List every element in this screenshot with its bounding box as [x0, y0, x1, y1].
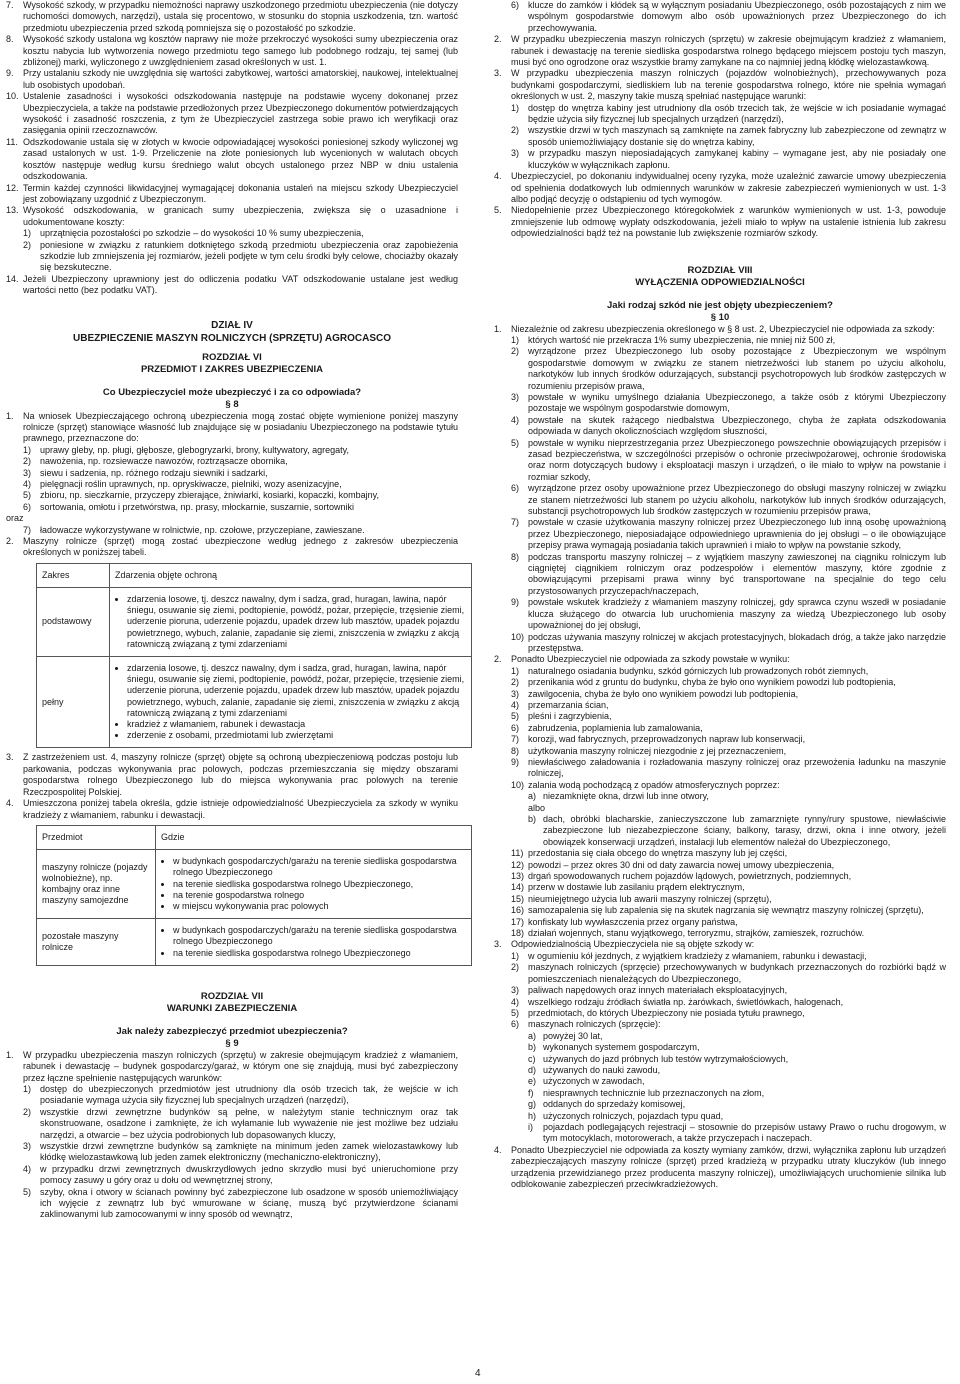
list-item: 18) działań wojennych, stanu wyjątkowego, terroryzmu, strajków, zamieszek, rozruchów.	[511, 928, 865, 939]
list-item: 7. Wysokość szkody, w przypadku niemożności naprawy uszkodzonego przedmiotu ubezpieczenia (nie dotyczy ruchomości domowych, narzędzi), ustala się procentowo, w stosunku do stopnia uszkodzenia, tzn. wartość przedmiotu ubezpieczenia przed szkodą pomniejsza się o pozostałość po szkodzie.	[6, 0, 458, 33]
list-item: c) używanych do jazd próbnych lub testów wytrzymałościowych,	[528, 1053, 789, 1064]
list-item: 2) wszystkie drzwi zewnętrzne budynków są pełne, w należytym stanie technicznym oraz tak skonstruowane, osadzone i zamknięte, że ich wyłamanie lub wyważenie nie jest możliwe bez udziału narzędzi, a otwarcie – bez użycia podrobionych lub dopasowanych kluczy,	[23, 1106, 458, 1140]
list-item: 12. Termin każdej czynności likwidacyjnej wymagającej dokonania ustaleń na miejscu szkody Ubezpieczyciel jest zobowiązany uzgodnić z Ubezpieczonym.	[6, 182, 458, 204]
list-item: 7) korozji, wad fabrycznych, przeprowadzonych napraw lub konserwacji,	[511, 734, 806, 745]
list-item: 3. W przypadku ubezpieczenia maszyn rolniczych (pojazdów wolnobieżnych), przechowywanych poza budynkami gospodarczymi, siedliskiem lub na terenie gospodarstwa rolnego, które nie spełnia wymagań określonych w ust. 2, maszyny takie muszą spełniać następujące warunki:	[494, 68, 946, 102]
list-item: 2) wyrządzone przez Ubezpieczonego lub osoby pozostające z Ubezpieczonym we wspólnym gospodarstwie domowym w związku ze stanem nietrzeźwości lub stanem po użyciu alkoholu, narkotyków lub innych środków odurzających, substancji psychotropowych lub środków zastępczych w rozumieniu przepisów prawa,	[511, 346, 946, 391]
list-item: d) używanych do nauki zawodu,	[528, 1064, 661, 1075]
list-item: 9. Przy ustalaniu szkody nie uwzględnia się wartości zabytkowej, wartości amatorskiej, naukowej, intelektualnej lub osobistych upodobań.	[6, 68, 458, 90]
list-item: 1) uprzątnięcia pozostałości po szkodzie – do wysokości 10 % sumy ubezpieczenia,	[23, 228, 364, 239]
list-item: 4) powstałe na skutek rażącego niedbalstwa Ubezpieczonego, chyba że zapłata odszkodowania odpowiada w danych okolicznościach względom słuszności,	[511, 414, 946, 437]
list-item: 2. Maszyny rolnicze (sprzęt) mogą zostać ubezpieczone według jednego z zakresów ubezpieczenia określonych w poniższej tabeli.	[6, 536, 458, 558]
list-item: 5) zbioru, np. sieczkarnie, przyczepy zbierające, żniwiarki, kosiarki, kopaczki, kombajny,	[23, 490, 379, 501]
list-item: • w miejscu wykonywania prac polowych	[173, 901, 466, 912]
list-item: b) dach, obróbki blacharskie, zanieczyszczone lub zamarznięte rynny/rury spustowe, niewłaściwie zabezpieczone lub niezabezpieczone ściany, balkony, tarasy, drzwi, okna i inne otwory, jeżeli obowiązek konserwacji urządzeń, instalacji lub elementów należał do Ubezpieczonego,	[528, 814, 946, 847]
list-item: 14. Jeżeli Ubezpieczony uprawniony jest do odliczenia podatku VAT odszkodowanie ustalane jest według wartości netto (bez podatku VAT).	[6, 273, 458, 296]
list-item: 10) podczas używania maszyny rolniczej w akcjach protestacyjnych, blokadach dróg, a także jako narzędzie przestępstwa.	[511, 631, 946, 653]
list-item: 4. Ubezpieczyciel, po dokonaniu indywidualnej oceny ryzyka, może uzależnić zawarcie umowy ubezpieczenia od spełnienia dodatkowych lub odmiennych warunków w zakresie zabezpieczeń wymienionych w ust. 1-3 albo podjąć decyzję o odstąpieniu od tych wymogów.	[494, 171, 946, 204]
table-cell	[110, 588, 472, 657]
list-item: • w budynkach gospodarczych/garażu na terenie siedliska gospodarstwa rolnego Ubezpieczonego	[173, 856, 466, 878]
table-cell: pozostałe maszyny rolnicze	[37, 919, 156, 966]
list-item: 3) siewu i sadzenia, np. różnego rodzaju siewniki i sadzarki,	[23, 467, 268, 478]
list-item: 2. W przypadku ubezpieczenia maszyn rolniczych (sprzętu) w zakresie obejmującym kradzież z włamaniem, rabunek i dewastację na terenie siedliska gospodarstwa rolnego będącego miejscem postoju tych maszyn, musi być ono ogrodzone oraz wszystkie bramy zamykane na co najmniej jedną kłódkę wielozastawkową.	[494, 34, 946, 68]
list-item: 9) powstałe wskutek kradzieży z włamaniem maszyny rolniczej, gdy sprawca czynu wszedł w posiadanie klucza służącego do otwarcia lub uruchomienia maszyny za wiedzą Ubezpieczonego lub osoby upoważnionej do jej obsługi,	[511, 597, 946, 631]
albo-text: albo	[528, 802, 546, 813]
table-row	[37, 919, 472, 966]
list-item: • na terenie siedliska gospodarstwa rolnego Ubezpieczonego	[173, 948, 466, 959]
list-item: 15) nieumiejętnego użycia lub awarii maszyny rolniczej (sprzętu),	[511, 893, 772, 904]
list-item: 1. Niezależnie od zakresu ubezpieczenia określonego w § 8 ust. 2, Ubezpieczyciel nie odpowiada za szkody:	[494, 323, 935, 334]
list-item: 11) przedostania się ciała obcego do wnętrza maszyny lub jej części,	[511, 848, 788, 859]
list-item: 13) drgań spowodowanych ruchem pojazdów lądowych, powietrznych, podziemnych,	[511, 871, 852, 882]
list-item: 1) w ogumieniu kół jezdnych, z wyjątkiem kradzieży z włamaniem, rabunku i dewastacji,	[511, 950, 867, 961]
list-item: 14) przerw w dostawie lub zasilaniu prądem elektrycznym,	[511, 882, 745, 893]
list-item: 5) przedmiotach, do których Ubezpieczony nie posiada tytułu prawnego,	[511, 1007, 805, 1018]
list-item: a) niezamknięte okna, drzwi lub inne otwory,	[528, 791, 709, 802]
paragraph-8: § 8	[225, 398, 239, 410]
table-cell: podstawowy	[37, 588, 110, 657]
list-item: 4) pielęgnacji roślin uprawnych, np. opryskiwacze, pielniki, wozy asenizacyjne,	[23, 479, 342, 489]
list-item: 16) samozapalenia się lub zapalenia się na skutek nagrzania się wewnątrz maszyny rolniczej (sprzętu),	[511, 905, 924, 916]
part-name: UBEZPIECZENIE MASZYN ROLNICZYCH (SPRZĘTU) AGROCASCO	[73, 332, 391, 344]
list-item: • kradzież z włamaniem, rabunek i dewastacja	[127, 719, 466, 730]
list-item: 3) w przypadku maszyn nieposiadających zamykanej kabiny – wymagane jest, aby nie posiadały one kluczyków w wyłącznikach zapłonu.	[511, 148, 946, 170]
list-item: • na terenie gospodarstwa rolnego	[173, 890, 466, 901]
list-item: 2. Ponadto Ubezpieczyciel nie odpowiada za szkody powstałe w wyniku:	[494, 654, 790, 665]
list-item: 3) zawilgocenia, chyba że było ono wynikiem powodzi lub podtopienia,	[511, 688, 799, 699]
list-item: 1) dostęp do wnętrza kabiny jest utrudniony dla osób trzecich tak, że wejście w ich posiadanie wymagać będzie użycia siły fizycznej lub specjalnych urządzeń (narzędzi),	[511, 102, 946, 125]
table-header: Gdzie	[156, 825, 472, 849]
list-item: 2) maszynach rolniczych (sprzęcie) przechowywanych w budynkach przeznaczonych do rozbiórki bądź w pomieszczeniach nienależących do Ubezpieczonego,	[511, 962, 946, 984]
table-cell: pełny	[37, 657, 110, 748]
left-column	[6, 0, 465, 1221]
list-item: • w budynkach gospodarczych/garażu na terenie siedliska gospodarstwa rolnego Ubezpieczonego	[173, 925, 466, 947]
paragraph-9: § 9	[225, 1037, 239, 1049]
list-item: 1) których wartość nie przekracza 1% sumy ubezpieczenia, nie mniej niż 500 zł,	[511, 334, 836, 345]
list-item: 4) przemarzania ścian,	[511, 699, 609, 710]
chapter-vi-name: PRZEDMIOT I ZAKRES UBEZPIECZENIA	[140, 363, 324, 375]
list-item: 2) wszystkie drzwi w tych maszynach są zamknięte na zamek fabryczny lub zabezpieczone od zewnątrz w sposób uniemożliwiający dostanie się do wnętrza kabiny,	[511, 125, 946, 147]
list-item: 2) przenikania wód z gruntu do budynku, chyba że było ono wynikiem powodzi lub podtopienia,	[511, 677, 896, 688]
chapter-viii-title: ROZDZIAŁ VIII	[687, 264, 753, 276]
list-item: 10) zalania wodą pochodzącą z opadów atmosferycznych poprzez:	[511, 779, 780, 790]
list-item: 4. Umieszczona poniżej tabela określa, gdzie istnieje odpowiedzialność Ubezpieczyciela za szkody w wyniku kradzieży z włamaniem, rabunku i dewastacji.	[6, 798, 458, 820]
table-cell	[110, 657, 472, 748]
chapter-viii-name: WYŁĄCZENIA ODPOWIEDZIALNOŚCI	[635, 276, 805, 288]
chapter-vi-title: ROZDZIAŁ VI	[202, 351, 262, 363]
list-item: 3) wszystkie drzwi zewnętrzne budynków są zamknięte na minimum jeden zamek wielozastawkowy lub kłódkę wielozastawkową lub jeden zamek elektroniczny (mechaniczno-elektroniczny),	[23, 1141, 458, 1163]
list-item: 3) paliwach napędowych oraz innych materiałach eksploatacyjnych,	[511, 985, 788, 996]
list-item: 5) powstałe w wyniku nieprzestrzegania przez Ubezpieczonego powszechnie obowiązujących przepisów i zasad bezpieczeństwa, w szczególności przepisów o ochronie przeciwpożarowej, ochronie środowiska oraz norm dotyczących budowy i eksploatacji maszyn i urządzeń, o ile miało to wpływ na powstanie i rozmiar szkody,	[511, 437, 946, 482]
list-item: 3. Odpowiedzialnością Ubezpieczyciela nie są objęte szkody w:	[494, 939, 755, 950]
list-item: 6) sortowania, omłotu i przetwórstwa, np. prasy, młockarnie, suszarnie, sortowniki	[23, 501, 354, 512]
table-header: Przedmiot	[37, 825, 156, 849]
location-table	[36, 825, 472, 966]
list-item: 7) ładowacze wykorzystywane w rolnictwie, np. czołowe, przyczepiane, zawieszane.	[23, 524, 365, 535]
list-item: 7) powstałe w czasie użytkowania maszyny rolniczej przez Ubezpieczonego lub inną osobę upoważnioną przez Ubezpieczonego, nieposiadające odpowiedniego uprawnienia do jej obsługi – o ile obowiązujące przepisy prawa wymagają posiadania takich uprawnień i miało to wpływ na powstanie szkody,	[511, 517, 946, 551]
list-item: 2) nawożenia, np. rozsiewacze nawozów, roztrząsacze obornika,	[23, 456, 288, 467]
list-item: 4) wszelkiego rodzaju źródłach światła np. żarówkach, świetlówkach, halogenach,	[511, 996, 844, 1007]
part-title: DZIAŁ IV	[211, 319, 253, 331]
paragraph-10: § 10	[710, 311, 730, 323]
list-item: 3. Z zastrzeżeniem ust. 4, maszyny rolnicze (sprzęt) objęte są ochroną ubezpieczeniową podczas postoju lub parkowania, podczas wykonywania prac polowych, podczas przemieszczania się między obszarami gospodarstwa rolnego Ubezpieczonego lub do miejsca wykonywania prac polowych na terenie Rzeczpospolitej Polskiej.	[6, 752, 458, 797]
list-item: 12) powodzi – przez okres 30 dni od daty zawarcia nowej umowy ubezpieczenia,	[511, 859, 835, 870]
list-item: 10. Ustalenie zasadności i wysokości odszkodowania następuje na podstawie wyceny dokonanej przez Ubezpieczyciela, a także na podstawie przedłożonych przez Ubezpieczonego dokumentów potwierdzających wysokość i zasadność roszczenia, z tym że Ubezpieczyciel zastrzega sobie prawo ich weryfikacji oraz zasięgania opinii rzeczoznawców.	[6, 91, 458, 136]
list-item: 5) pleśni i zagrzybienia,	[511, 711, 612, 722]
list-item: 4) w przypadku drzwi zewnętrznych dwuskrzydłowych jedno skrzydło musi być unieruchomione przy pomocy zasuwy u góry oraz u dołu od wewnętrznej strony,	[23, 1163, 458, 1186]
right-column	[494, 0, 946, 1190]
table-header: Zakres	[37, 563, 110, 587]
table-row	[37, 657, 472, 748]
table-row	[37, 850, 472, 919]
scope-table	[36, 563, 472, 749]
list-item: 8. Wysokość szkody ustalona wg kosztów naprawy nie może przekroczyć wysokości sumy ubezpieczenia oraz kosztu nabycia lub wytworzenia nowego przedmiotu tego samego lub podobnego rodzaju, tej samej (lub zbliżonej) marki, wyliczonego z uwzględnieniem zasad określonych w ust. 1.	[6, 34, 458, 68]
question-8: Co Ubezpieczyciel może ubezpieczyć i za co odpowiada?	[102, 386, 362, 398]
table-cell: maszyny rolnicze (pojazdy wolnobieżne), np. kombajny oraz inne maszyny samojezdne	[37, 850, 156, 919]
table-header: Zdarzenia objęte ochroną	[110, 563, 472, 587]
list-item: 17) konfiskaty lub wywłaszczenia przez organy państwa,	[511, 916, 738, 927]
list-item: e) użyczonych w zawodach,	[528, 1076, 645, 1087]
list-item: 13. Wysokość odszkodowania, w granicach sumy ubezpieczenia, zwiększa się o uzasadnione i udokumentowane koszty:	[6, 205, 458, 227]
list-item: 6) maszynach rolniczych (sprzęcie):	[511, 1019, 661, 1030]
table-row	[37, 588, 472, 657]
list-item: 8) podczas transportu maszyny rolniczej – z wyjątkiem maszyny zawieszonej na ciągniku rolniczym lub ciągniętej ciągnikiem rolniczym oraz podzespołów i elementów maszyny, które zgodnie z obowiązującymi przepisami prawa winny być transportowane na specjalnie do tego celu przystosowanych przyczepach/naczepach,	[511, 551, 946, 596]
chapter-vii-name: WARUNKI ZABEZPIECZENIA	[166, 1002, 298, 1014]
list-item: 6) wyrządzone przez osoby upoważnione przez Ubezpieczonego do obsługi maszyny rolniczej w związku ze stanem nietrzeźwości lub stanem po użyciu alkoholu, narkotyków lub innych środków odurzających, substancji psychotropowych lub środków zastępczych w rozumieniu przepisów prawa,	[511, 483, 946, 517]
list-item: 1) dostęp do ubezpieczonych przedmiotów jest utrudniony dla osób trzecich tak, że wejście w ich posiadanie wymaga użycia siły fizycznej lub specjalnych urządzeń (narzędzi),	[23, 1083, 458, 1106]
list-item: 5) szyby, okna i otwory w ścianach powinny być zabezpieczone lub osadzone w sposób uniemożliwiający ich wyjęcie z zewnątrz lub być wmurowane w ścianę, muszą być przytwierdzone ścianami zaklinowanymi lub zamocowanymi w inny sposób od wewnątrz,	[23, 1186, 458, 1220]
chapter-vii-title: ROZDZIAŁ VII	[200, 990, 264, 1002]
list-item: f) niesprawnych technicznie lub przeznaczonych na złom,	[528, 1087, 765, 1098]
list-item: • zderzenie z osobami, przedmiotami lub zwierzętami	[127, 730, 466, 741]
list-item: g) oddanych do sprzedaży komisowej,	[528, 1099, 686, 1110]
question-9: Jak należy zabezpieczyć przedmiot ubezpieczenia?	[116, 1025, 348, 1037]
list-item: 11. Odszkodowanie ustala się w złotych w kwocie odpowiadającej wysokości poniesionej szkody wyliczonej wg zasad ustalonych w ust. 1-9. Przeliczenie na złote poniesionych lub wycenionych w walutach obcych kosztów następuje według kursu średniego walut obcych ustalonego przez NBP w dniu ustalenia odszkodowania.	[6, 136, 458, 182]
list-item: h) użyczonych rolniczych, pojazdach typu quad,	[528, 1110, 724, 1121]
list-item: b) wykonanych systemem gospodarczym,	[528, 1042, 700, 1053]
list-item: a) powyżej 30 lat,	[528, 1030, 603, 1041]
list-item: 6) klucze do zamków i kłódek są w wyłącznym posiadaniu Ubezpieczonego, osób pozostających z nim we wspólnym gospodarstwie domowym albo osób upoważnionych przez Ubezpieczonego do ich przechowywania.	[511, 0, 946, 33]
list-item: 1. Na wniosek Ubezpieczającego ochroną ubezpieczenia mogą zostać objęte wymienione poniżej maszyny rolnicze (sprzęt) stanowiące własność lub znajdujące się w posiadaniu Ubezpieczonego na podstawie tytułu prawnego, przeznaczone do:	[6, 410, 458, 444]
list-item: 2) poniesione w związku z ratunkiem dotkniętego szkodą przedmiotu ubezpieczenia oraz zapobieżenia szkodzie lub zmniejszenia jej rozmiarów, jeżeli podjęte w tym celu środki były celowe, chociażby okazały się bezskuteczne.	[23, 239, 458, 273]
question-10: Jaki rodzaj szkód nie jest objęty ubezpieczeniem?	[607, 299, 833, 311]
list-item: • na terenie siedliska gospodarstwa rolnego Ubezpieczonego,	[173, 879, 466, 890]
table-cell	[156, 850, 472, 919]
list-item: 3) powstałe w wyniku umyślnego działania Ubezpieczonego, a także osób z którymi Ubezpieczony pozostaje we wspólnym gospodarstwie domowym,	[511, 391, 946, 414]
list-item: 5. Niedopełnienie przez Ubezpieczonego któregokolwiek z warunków wymienionych w ust. 1-3, powoduje zmniejszenie lub odmowę wypłaty odszkodowania, jeżeli miało to wpływ na ustalenie istnienia lub zakresu odpowiedzialności bądź też na powstanie lub zwiększenie rozmiarów szkody.	[494, 205, 946, 239]
list-item: 9) niewłaściwego załadowania i rozładowania maszyny rolniczej oraz przewożenia ładunku na maszynie rolniczej,	[511, 756, 946, 779]
list-item: • zdarzenia losowe, tj. deszcz nawalny, dym i sadza, grad, huragan, lawina, napór śniegu, osuwanie się ziemi, podtopienie, powódź, pożar, przepięcie, trzęsienie ziemi, uderzenie pioruna, uderzenie pojazdu, upadek drzew lub masztów, upadek pojazdu powietrznego, wybuch, zalanie, zapadanie się ziemi, zniszczenia w związku z akcją ratowniczą związaną z tymi zdarzeniami	[127, 663, 466, 719]
table-cell	[156, 919, 472, 966]
list-item: • zdarzenia losowe, tj. deszcz nawalny, dym i sadza, grad, huragan, lawina, napór śniegu, osuwanie się ziemi, podtopienie, powódź, pożar, przepięcie, trzęsienie ziemi, uderzenie pioruna, uderzenie pojazdu, upadek drzew lub masztów, upadek pojazdu powietrznego, wybuch, zalanie, zapadanie się ziemi, zniszczenia w związku z akcją ratowniczą związaną z tymi zdarzeniami	[127, 594, 466, 650]
list-item: 8) użytkowania maszyny rolniczej niezgodnie z jej przeznaczeniem,	[511, 745, 787, 756]
list-item: 1) uprawy gleby, np. pługi, głębosze, glebogryzarki, brony, kultywatory, agregaty,	[23, 444, 349, 455]
list-item: 6) zabrudzenia, poplamienia lub zamalowania,	[511, 722, 703, 733]
oraz-text: oraz	[6, 513, 24, 524]
list-item: 1) naturalnego osiadania budynku, szkód górniczych lub prowadzonych robót ziemnych,	[511, 665, 869, 676]
page-number: 4	[475, 1368, 481, 1379]
list-item: 1. W przypadku ubezpieczenia maszyn rolniczych (sprzętu) w zakresie obejmującym kradzież z włamaniem, rabunek i dewastację – budynek gospodarczy/garaż, w którym one się znajdują, musi być zabezpieczony przez łączne spełnienie następujących warunków:	[6, 1049, 458, 1083]
list-item: i) pojazdach podlegających rejestracji – stosownie do przepisów ustawy Prawo o ruchu drogowym, w tym motocyklach, motorowerach, a także przyczepach i naczepach.	[528, 1121, 946, 1144]
list-item: 4. Ponadto Ubezpieczyciel nie odpowiada za koszty wymiany zamków, drzwi, wyłącznika zapłonu lub urządzeń zabezpieczających maszyny rolnicze (sprzęt) przed kradzieżą w przypadku utraty kluczyków (lub innego urządzenia przewidzianego przez producenta maszyny rolniczej), umożliwiających uruchomienie silnika lub odblokowanie zabezpieczeń przeciwkradzieżowych.	[494, 1144, 946, 1189]
